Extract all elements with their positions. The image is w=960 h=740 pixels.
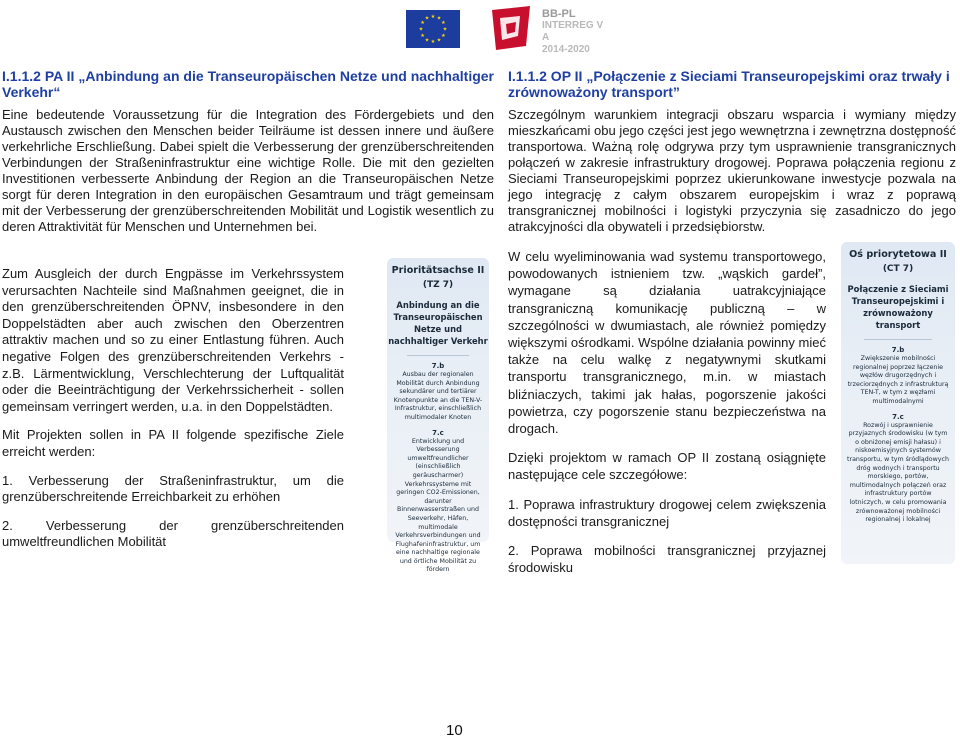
pl-panel-text-c: Rozwój i usprawnienie przyjaznych środowisku (w tym o obniżonej emisji hałasu) i niskoemisyjnych systemów transportu, w tym śródlądowych dróg wodnych i transportu morskiego, portów, multimodalnych połączeń oraz infrastruktury portów lotniczych, w celu promowania zrównoważonej mobilności regionalnej i lokalnej [847, 421, 949, 524]
pl-panel-subtitle: (CT 7) [882, 264, 914, 274]
svg-text:★: ★ [420, 20, 425, 26]
svg-text:★: ★ [430, 39, 436, 45]
de-panel-text-c: Entwicklung und Verbesserung umweltfreundlicher (einschließlich geräuscharmer) Verkehrssysteme mit geringen CO2-Emissionen, darunter Binnenwasserstraßen und Seeverkehr, Häfen, multimodale Verkehrsverbindungen und Flughafeninfrastruktur, um eine nachhaltige regionale und örtliche Mobilität zu fördern [395, 437, 481, 574]
pl-panel-text-b: Zwiększenie mobilności regionalnej poprzez łączenie węzłów drugorzędnych i trzeciorzędnych z infrastrukturą TEN-T, w tym z węzłami multimodalnymi [847, 355, 949, 405]
logo-line-1: BB-PL [542, 8, 576, 20]
de-goal-item-2: 2. Verbesserung der grenzüberschreitenden umweltfreundlichen Mobilität [2, 517, 344, 550]
logo-line-2: INTERREG V A [542, 20, 604, 43]
svg-text:★: ★ [430, 14, 436, 20]
svg-text:★: ★ [418, 26, 424, 33]
eu-flag-icon [406, 10, 460, 48]
svg-text:★: ★ [436, 15, 442, 22]
pl-panel-code-c: 7.c [892, 412, 904, 421]
svg-text:★: ★ [424, 15, 430, 22]
de-section-heading: I.1.1.2 PA II „Anbindung an die Transeuropäischen Netze und nachhaltiger Verkehr“ [2, 68, 494, 100]
de-paragraph-2: Zum Ausgleich der durch Engpässe im Verkehrssystem verursachten Nachteile sind Maßnahmen geeignet, die in den grenzüberschreitenden ÖPNV, insbesondere in den Doppelstädten aber auch zwischen den Oberzentren attraktiv machen und so zu einer Entlastung führen. Auch negative Folgen des grenzüberschreitenden Verkehrs - z.B. Lärmentwicklung, Verschlechterung der Luftqualität oder die Beeinträchtigung der Verkehrssicherheit - sollen gemeinsam verringert werden, u.a. in den Doppelstädten. [2, 266, 344, 414]
de-panel-code-b: 7.b [431, 362, 445, 370]
pl-lower-text [508, 248, 826, 576]
pl-section-heading: I.1.1.2 OP II „Połączenie z Sieciami Transeuropejskimi oraz trwały i zrównoważony transport” [508, 68, 950, 100]
svg-text:★: ★ [441, 33, 446, 39]
pl-panel-divider [864, 339, 932, 340]
pl-intro-paragraph: Szczególnym warunkiem integracji obszaru wsparcia i wymiany między mieszkańcami obu jego części jest jego wewnętrzna i zewnętrzna dostępność transportowa. Ważną rolę odgrywa przy tym usprawnienie transgranicznych połączeń w zakresie infrastruktury drogowej. Poprawa połączenia regionu z Sieciami Transeuropejskimi poprzez ukierunkowane inwestycje pozwala na jego integrację z całym obszarem europejskim i wraz z poprawą transgranicznej mobilności i logistyki przyczynia się zasadniczo do jego atrakcyjności dla obywateli i przedsiębiorstw. [508, 107, 956, 234]
logo-mark-icon [486, 6, 534, 50]
logo-line-3: 2014-2020 [542, 44, 590, 55]
svg-text:★: ★ [441, 20, 446, 26]
pl-goal-item-2: 2. Poprawa mobilności transgranicznej przyjaznej środowisku [508, 543, 826, 576]
page-number: 10 [446, 722, 463, 739]
de-panel-description: Anbindung an die Transeuropäischen Netze und nachhaltiger Verkehr [388, 300, 488, 346]
de-panel-text-b: Ausbau der regionalen Mobilität durch Anbindung sekundärer und tertiärer Knotenpunkte an die TEN-V-Infrastruktur, einschließlich multimodaler Knoten [393, 371, 483, 421]
de-goal-item-1: 1. Verbesserung der Straßeninfrastruktur, um die grenzüberschreitende Erreichbarkeit zu erhöhen [2, 472, 344, 505]
de-lower-text [2, 266, 344, 551]
svg-text:★: ★ [424, 37, 430, 44]
de-panel-title: Prioritätsachse II [391, 265, 485, 276]
de-panel-divider [407, 355, 468, 356]
pl-panel-code-b: 7.b [891, 346, 905, 354]
de-panel-subtitle: (TZ 7) [422, 280, 454, 290]
de-panel-code-c: 7.c [432, 428, 444, 437]
logo-text [542, 8, 612, 56]
pl-panel-title: Oś priorytetowa II [849, 249, 947, 260]
svg-text:★: ★ [442, 26, 448, 33]
svg-text:★: ★ [436, 37, 442, 44]
de-intro-paragraph: Eine bedeutende Voraussetzung für die Integration des Fördergebiets und den Austausch zwischen den Menschen beider Teilräume ist dessen innere und äußere verkehrliche Erschließung. Dabei spielt die Verbesserung der grenzüberschreitenden Verbindungen der Straßeninfrastruktur eine wichtige Rolle. Die mit den gezielten Investitionen verbesserte Anbindung der Region an die Transeuropäischen Netze sorgt für deren Integration in den europäischen Gesamtraum und trägt gemeinsam mit der Verbesserung der grenzüberschreitenden Mobilität und Logistik wesentlich zu deren Attraktivität für Menschen und Unternehmen bei. [2, 107, 494, 234]
pl-priority-axis-panel [841, 242, 955, 564]
de-priority-axis-panel [387, 258, 489, 574]
de-paragraph-3: Mit Projekten sollen in PA II folgende spezifische Ziele erreicht werden: [2, 427, 344, 459]
pl-panel-description: Połączenie z Sieciami Transeuropejskimi i zrównoważony transport [847, 284, 949, 330]
pl-goal-item-1: 1. Poprawa infrastruktury drogowej celem zwiększenia dostępności transgranicznej [508, 496, 826, 529]
svg-text:★: ★ [420, 33, 425, 39]
pl-paragraph-3: Dzięki projektom w ramach OP II zostaną osiągnięte następujące cele szczegółowe: [508, 450, 826, 483]
pl-paragraph-2: W celu wyeliminowania wad systemu transportowego, powodowanych istnieniem tzw. „wąskich gardeł”, wymagane są działania uatrakcyjniające transgraniczną komunikację publiczną – w szczególności w dwumiastach, ale również pomiędzy większymi ośrodkami. Wspólne działania powinny mieć także na celu walkę z negatywnymi skutkami transportu transgranicznego, m.in. w miastach bliźniaczych, takimi jak hałas, pogorszenie jakości powietrza, czy pogorszenie stanu bezpieczeństwa na drogach. [508, 249, 826, 437]
program-logo [486, 4, 606, 56]
